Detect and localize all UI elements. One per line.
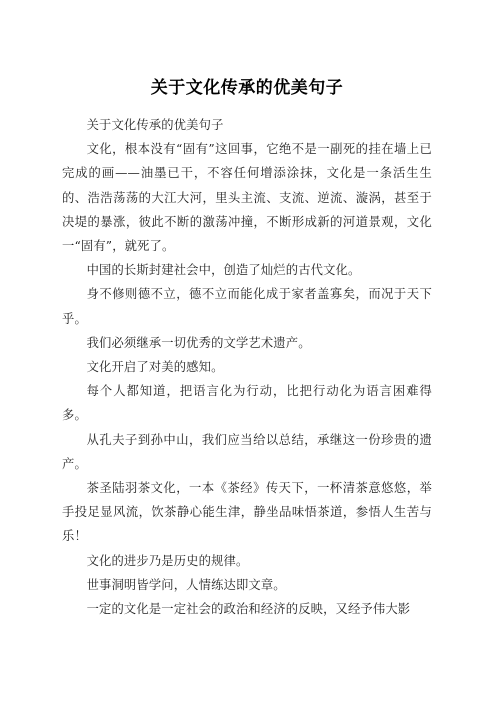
document-title: 关于文化传承的优美句子 (150, 78, 344, 98)
document-body (62, 113, 432, 621)
paragraph-subtitle: 关于文化传承的优美句子 (86, 118, 224, 132)
paragraph-words-to-action: 每个人都知道，把语言化为行动，比把行动化为语言困难得多。 (62, 384, 432, 423)
paragraph-culture-reflection: 一定的文化是一定社会的政治和经济的反映，又经予伟大影 (86, 602, 411, 617)
paragraph-worldly-wisdom: 世事洞明皆学问，人情练达即文章。 (86, 577, 286, 592)
paragraph-culture-river: 文化，根本没有“固有”这回事，它绝不是一副死的挂在墙上已完成的画——油墨已干，不容任何增添涂抹，文化是一条活生生的、浩浩荡荡的大江大河，里头主流、支流、逆流、漩涡，甚至于决堤的暴涨，彼此不断的激荡冲撞，不断形成新的河道景观，文化一“固有”，就死了。 (62, 142, 432, 254)
paragraph-tea-culture: 茶圣陆羽茶文化，一本《茶经》传天下，一杯清茶意悠悠，举手投足显风流，饮茶静心能生津，静坐品味悟茶道，参悟人生苦与乐！ (62, 481, 432, 544)
paragraph-self-cultivation: 身不修则德不立，德不立而能化成于家者盖寡矣，而况于天下乎。 (62, 287, 432, 326)
paragraph-confucius-to-sun: 从孔夫子到孙中山，我们应当给以总结，承继这一份珍贵的遗产。 (62, 432, 432, 471)
paragraph-feudal-society: 中国的长斯封建社会中，创造了灿烂的古代文化。 (86, 263, 361, 278)
paragraph-beauty-perception: 文化开启了对美的感知。 (86, 360, 224, 375)
paragraph-cultural-progress: 文化的进步乃是历史的规律。 (86, 553, 249, 568)
paragraph-literary-heritage: 我们必须继承一切优秀的文学艺术遗产。 (86, 335, 311, 350)
